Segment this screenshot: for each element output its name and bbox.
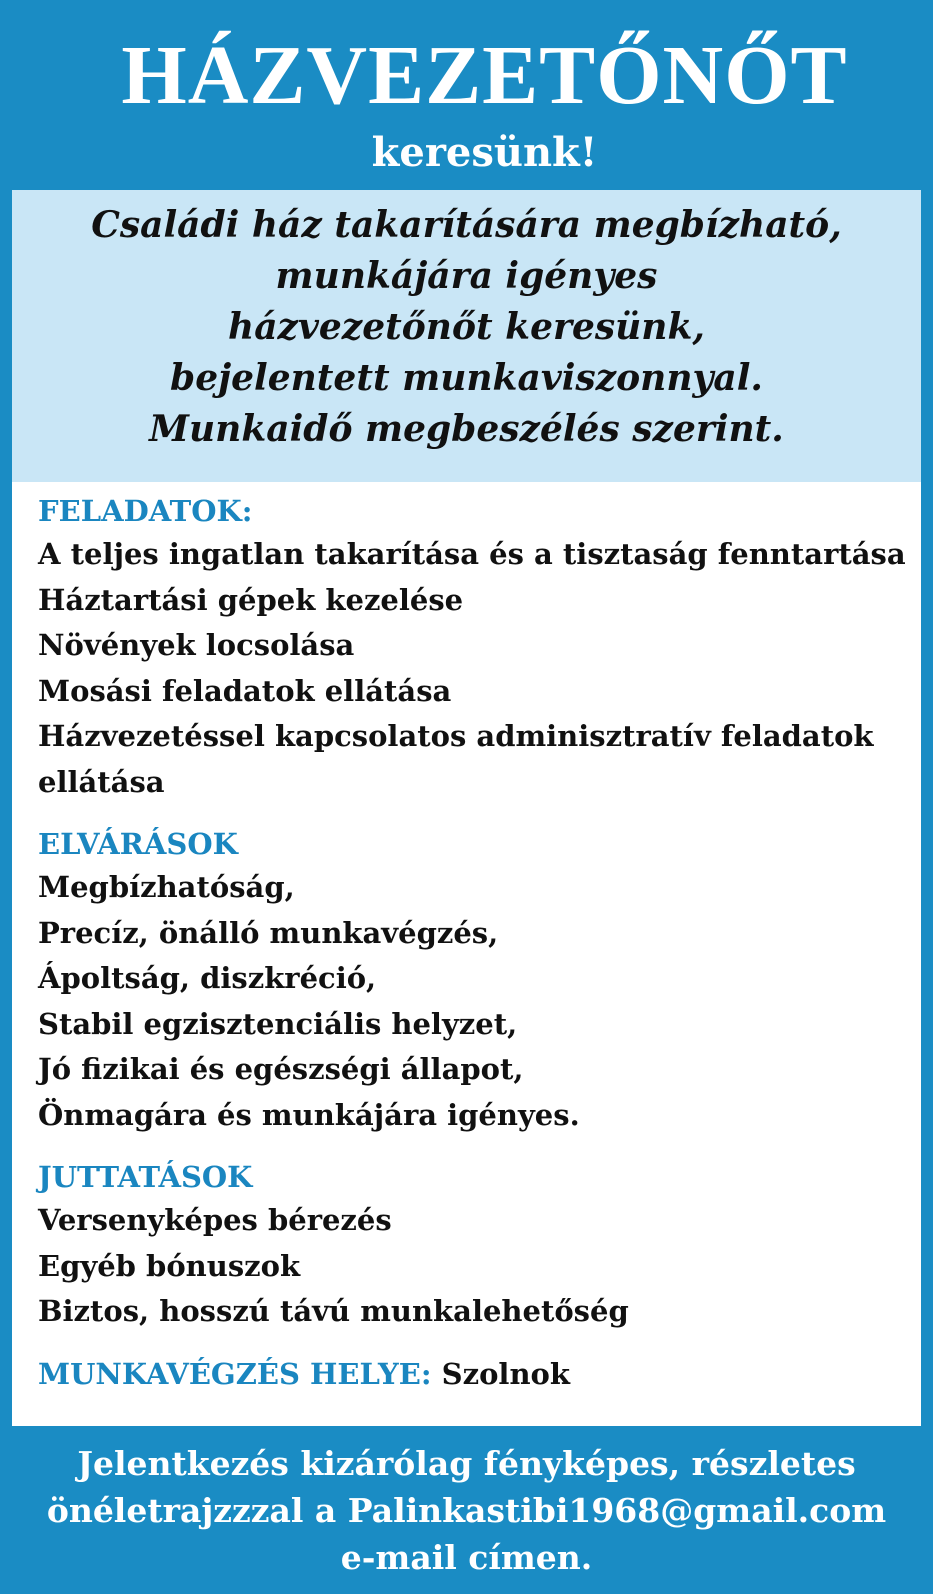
requirement-item: Ápoltság, diszkréció, xyxy=(38,961,377,995)
intro-box xyxy=(12,190,921,482)
requirement-item: Precíz, önálló munkavégzés, xyxy=(38,915,499,950)
benefit-item: Versenyképes bérezés xyxy=(38,1203,392,1237)
requirement-item: Megbízhatóság, xyxy=(38,870,295,904)
ad-header xyxy=(0,0,933,190)
ad-subtitle: keresünk! xyxy=(371,129,598,176)
requirement-item: Stabil egzisztenciális helyzet, xyxy=(38,1006,518,1041)
task-item: A teljes ingatlan takarítása és a tisztaság fenntartása xyxy=(38,537,906,571)
section-requirements xyxy=(38,823,921,1138)
section-title-benefits: JUTTATÁSOK xyxy=(38,1160,253,1194)
intro-line: Munkaidő megbeszélés szerint. xyxy=(149,408,784,450)
ad-footer xyxy=(0,1426,933,1594)
ad-title: HÁZVEZETŐNŐT xyxy=(121,29,848,122)
task-item: Növények locsolása xyxy=(38,628,355,662)
task-item: Mosási feladatok ellátása xyxy=(38,673,452,708)
intro-line: Családi ház takarítására megbízható, xyxy=(91,204,842,246)
section-spacer xyxy=(38,1138,921,1156)
benefit-item: Egyéb bónuszok xyxy=(38,1248,301,1283)
task-item: Háztartási gépek kezelése xyxy=(38,582,464,617)
section-title-tasks: FELADATOK: xyxy=(38,494,253,528)
section-title-requirements: ELVÁRÁSOK xyxy=(38,827,238,861)
footer-line: Jelentkezés kizárólag fényképes, részletes xyxy=(77,1444,856,1483)
workplace-value: Szolnok xyxy=(441,1356,570,1391)
requirement-item: Jó fizikai és egészségi állapot, xyxy=(38,1052,524,1086)
benefit-item: Biztos, hosszú távú munkalehetőség xyxy=(38,1294,629,1328)
task-item: Házvezetéssel kapcsolatos adminisztratív feladatok xyxy=(38,719,874,753)
workplace-line xyxy=(38,1353,921,1395)
footer-line: önéletrajzzzal a Palinkastibi1968@gmail.com xyxy=(46,1491,887,1530)
section-tasks xyxy=(38,490,921,805)
intro-line: házvezetőnőt keresünk, xyxy=(228,306,705,348)
task-item: ellátása xyxy=(38,764,165,799)
footer-line: e-mail címen. xyxy=(340,1538,593,1577)
ad-body xyxy=(12,482,921,1426)
section-benefits xyxy=(38,1156,921,1335)
section-spacer xyxy=(38,1335,921,1353)
workplace-label: MUNKAVÉGZÉS HELYE: xyxy=(38,1356,432,1391)
intro-line: munkájára igényes xyxy=(275,255,658,297)
section-spacer xyxy=(38,805,921,823)
requirement-item: Önmagára és munkájára igényes. xyxy=(38,1097,580,1132)
intro-line: bejelentett munkaviszonnyal. xyxy=(170,357,763,399)
